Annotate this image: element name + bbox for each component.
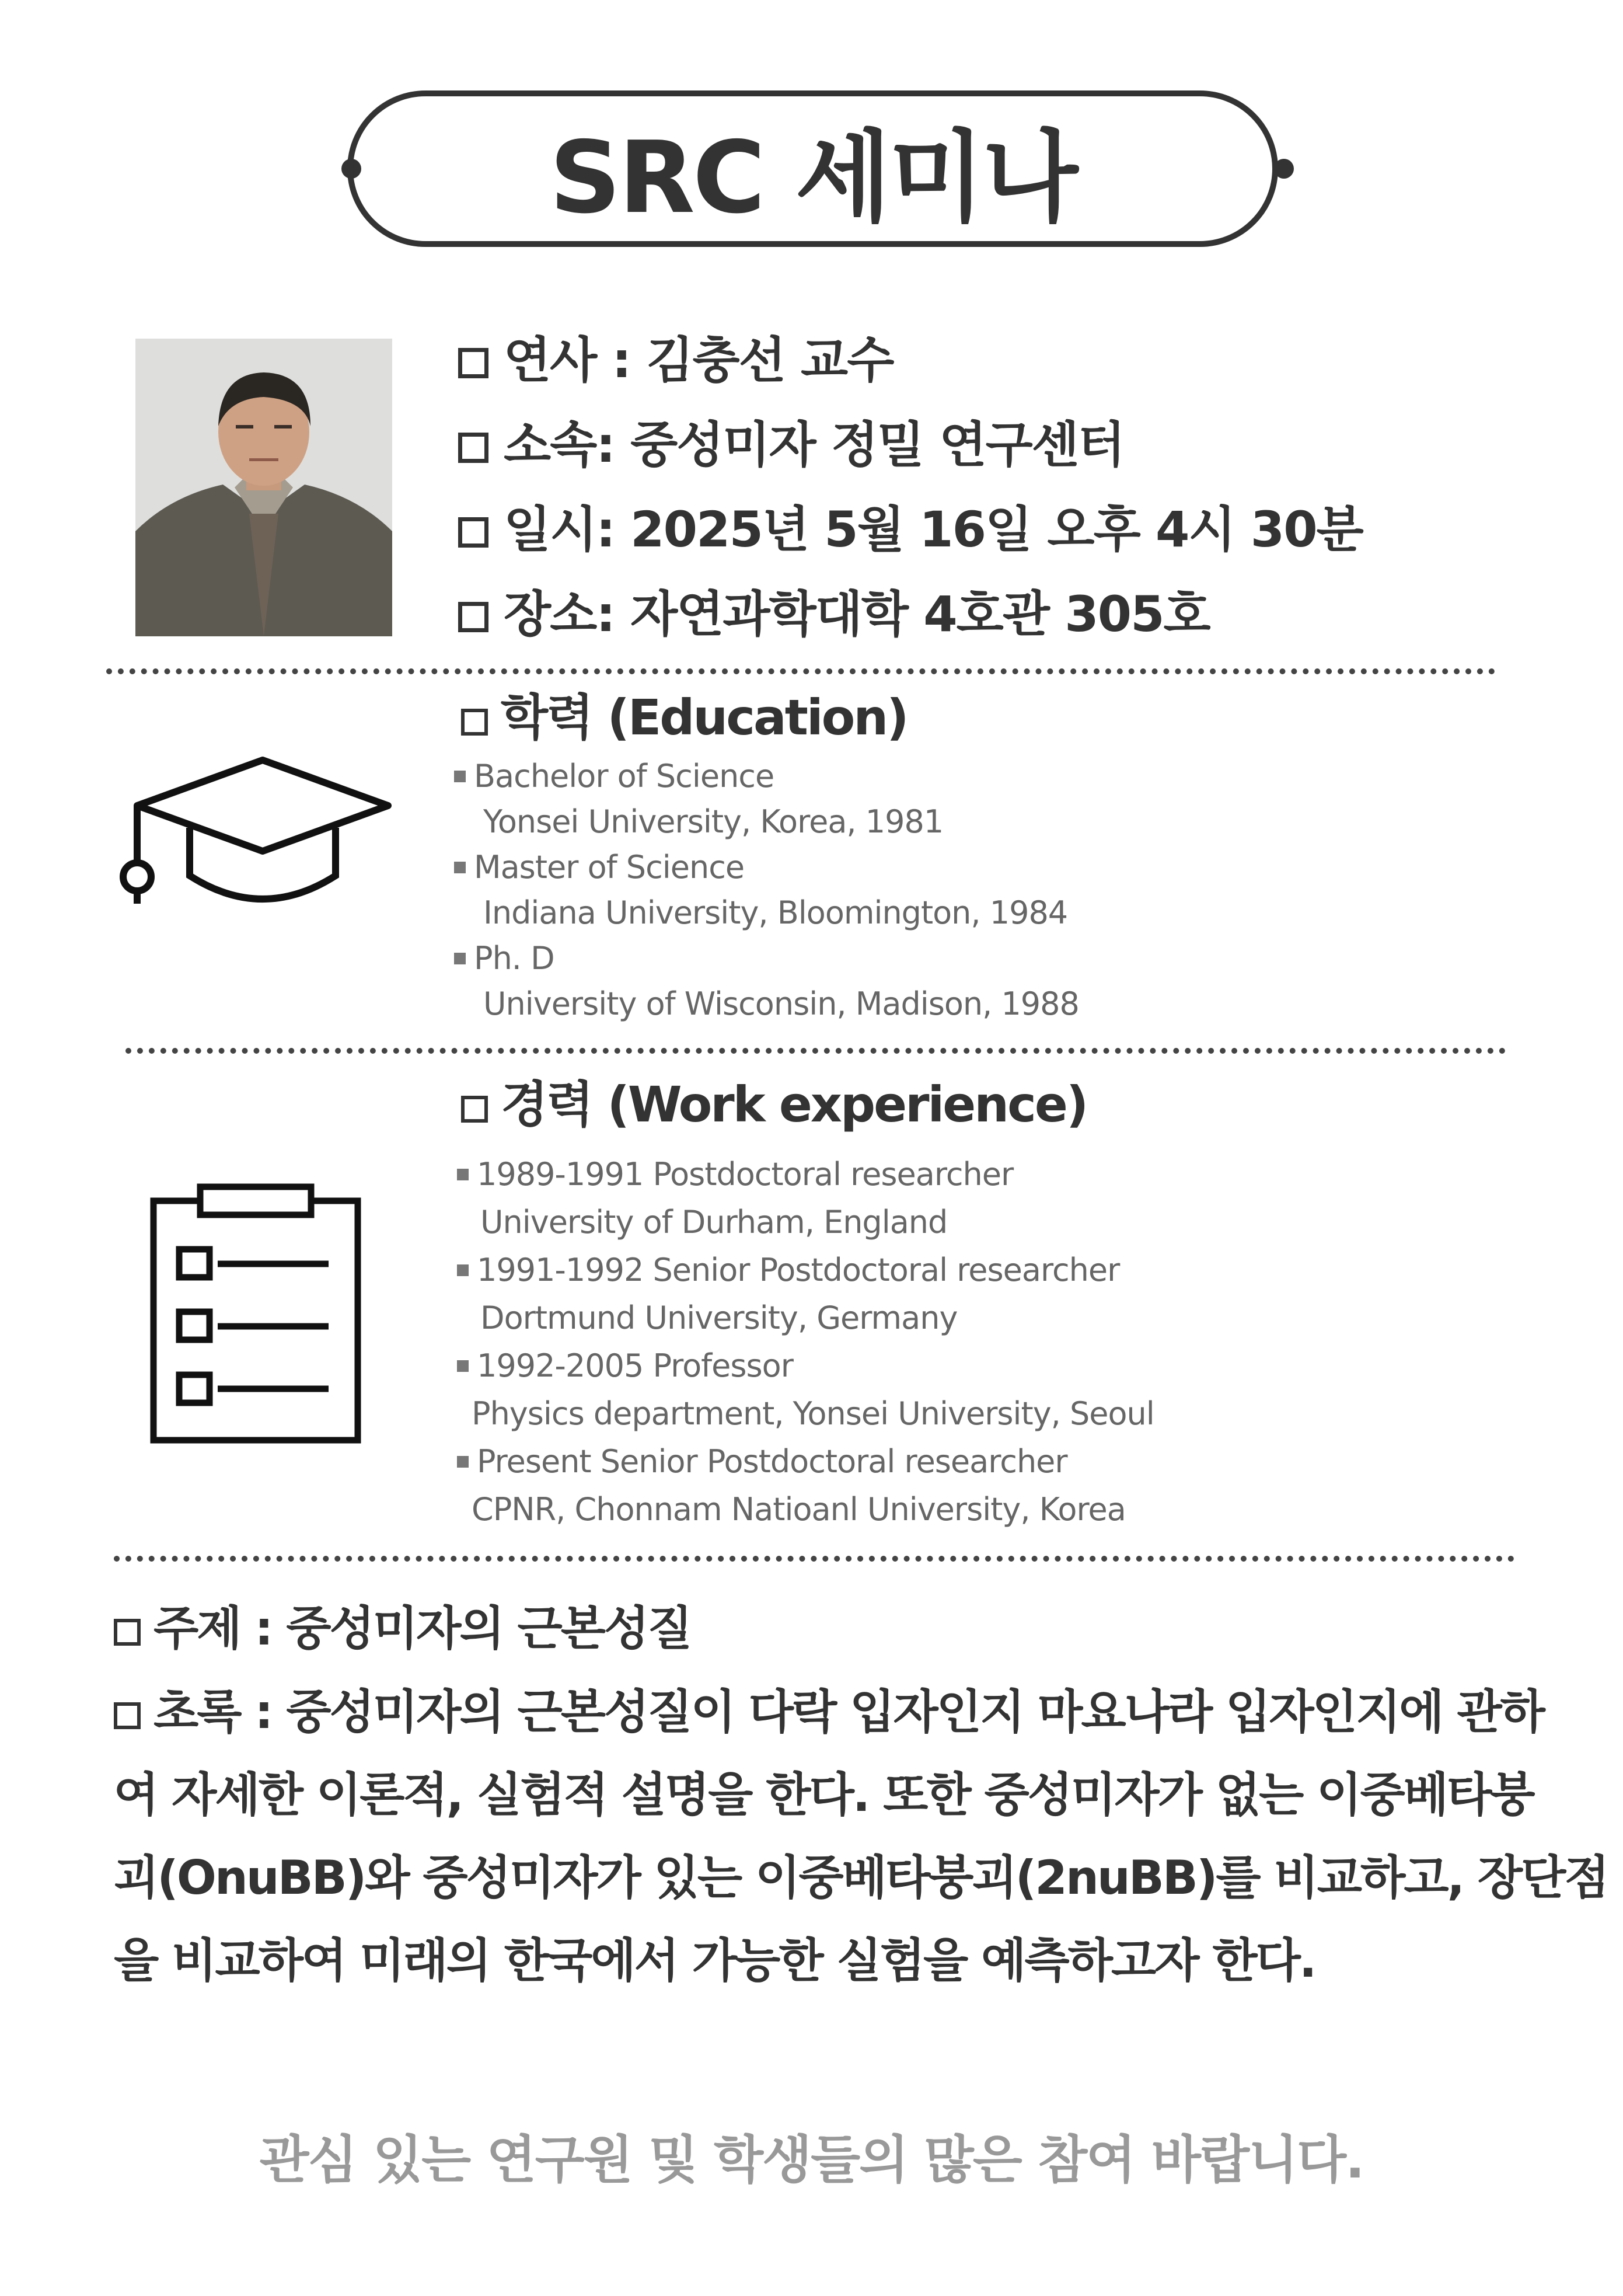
experience-role: 1991-1992 Senior Postdoctoral researcher — [457, 1255, 1119, 1286]
speaker-line: 연사 : 김충선 교수 — [458, 336, 893, 385]
bullet-icon — [454, 771, 466, 782]
bullet-icon — [457, 1264, 469, 1276]
checkbox-icon — [461, 1096, 488, 1123]
divider — [114, 1556, 1514, 1562]
experience-role: 1992-2005 Professor — [457, 1350, 793, 1382]
checkbox-icon — [461, 709, 488, 736]
abstract-line: 여 자세한 이론적, 실험적 설명을 한다. 또한 중성미자가 없는 이중베타붕 — [114, 1768, 1534, 1822]
checkbox-icon — [458, 433, 488, 463]
affiliation-line: 소속: 중성미자 정밀 연구센터 — [458, 420, 1124, 469]
education-detail: Indiana University, Bloomington, 1984 — [483, 894, 1068, 931]
experience-role: Present Senior Postdoctoral researcher — [457, 1446, 1067, 1478]
education-degree: Bachelor of Science — [454, 761, 774, 792]
page-title: SRC 세미나 — [549, 120, 1076, 236]
education-degree: Master of Science — [454, 852, 744, 883]
footer-invitation: 관심 있는 연구원 및 학생들의 많은 참여 바랍니다. — [259, 2130, 1364, 2190]
checkbox-icon — [458, 517, 488, 548]
education-detail: Yonsei University, Korea, 1981 — [483, 803, 944, 840]
experience-detail: Dortmund University, Germany — [480, 1299, 958, 1336]
clipboard-checklist-icon — [149, 1182, 365, 1447]
checkbox-icon — [458, 348, 488, 378]
experience-detail: Physics department, Yonsei University, Seoul — [472, 1395, 1154, 1432]
experience-heading: 경력 (Work experience) — [461, 1080, 1087, 1129]
experience-detail: University of Durham, England — [480, 1204, 948, 1241]
title-banner — [347, 90, 1278, 247]
checkbox-icon — [458, 602, 488, 632]
checkbox-icon — [114, 1619, 141, 1646]
bullet-icon — [454, 953, 466, 964]
education-degree: Ph. D — [454, 943, 554, 974]
bullet-icon — [457, 1169, 469, 1180]
checkbox-icon — [114, 1702, 141, 1729]
place-line: 장소: 자연과학대학 4호관 305호 — [458, 590, 1210, 639]
education-detail: University of Wisconsin, Madison, 1988 — [483, 985, 1079, 1022]
experience-detail: CPNR, Chonnam Natioanl University, Korea — [472, 1491, 1126, 1528]
topic-line: 주제 : 중성미자의 근본성질 — [114, 1605, 691, 1652]
abstract-line: 괴(OnuBB)와 중성미자가 있는 이중베타붕괴(2nuBB)를 비교하고, 장단점 — [114, 1851, 1608, 1905]
education-heading: 학력 (Education) — [461, 693, 908, 742]
divider — [106, 668, 1495, 674]
bullet-icon — [457, 1360, 469, 1372]
bullet-icon — [457, 1456, 469, 1468]
abstract-line: 초록 : 중성미자의 근본성질이 다락 입자인지 마요나라 입자인지에 관하 — [114, 1689, 1544, 1736]
graduation-cap-icon — [120, 753, 394, 913]
speaker-photo — [135, 339, 392, 636]
datetime-line: 일시: 2025년 5월 16일 오후 4시 30분 — [458, 505, 1363, 554]
experience-role: 1989-1991 Postdoctoral researcher — [457, 1159, 1013, 1190]
bullet-icon — [454, 862, 466, 873]
abstract-line: 을 비교하여 미래의 한국에서 가능한 실험을 예측하고자 한다. — [114, 1933, 1315, 1988]
divider — [125, 1048, 1506, 1054]
